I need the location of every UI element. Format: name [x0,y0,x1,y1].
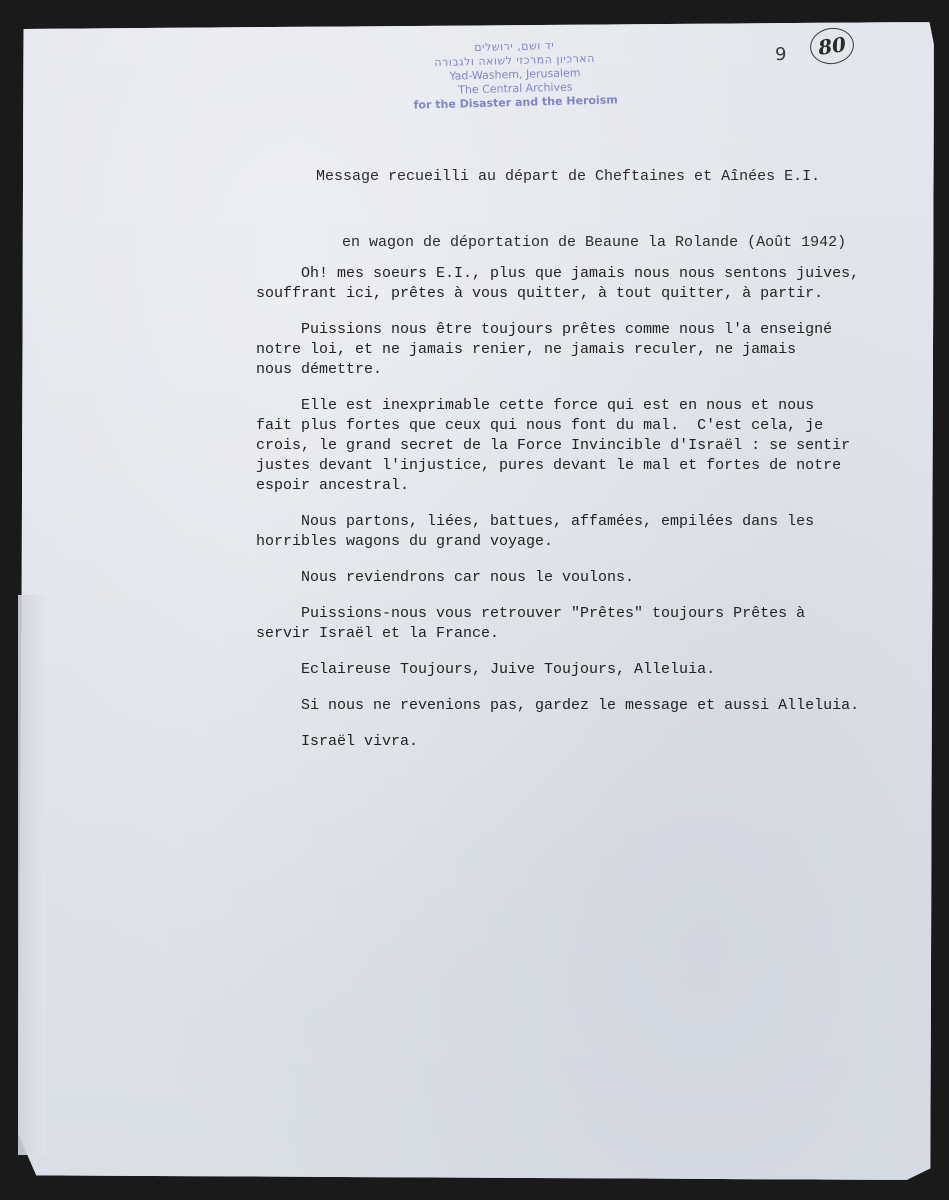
document-body [256,264,896,768]
paragraph-line: justes devant l'injustice, pures devant le mal et fortes de notre [256,457,842,474]
paragraph-line: Eclaireuse Toujours, Juive Toujours, Alleluia. [301,661,716,678]
heading-line-2: en wagon de déportation de Beaune la Rolande (Août 1942) [342,234,847,251]
stamp-line-3: Yad-Washem, Jerusalem [449,66,581,83]
paragraph [256,264,896,304]
paragraph-line: Puissions-nous vous retrouver "Prêtes" toujours Prêtes à [301,605,806,622]
paragraph-line: servir Israël et la France. [256,625,500,642]
paragraph-line: Israël vivra. [301,733,419,750]
stamp-line-4: The Central Archives [457,80,573,97]
paragraph [256,320,896,380]
paragraph-line: souffrant ici, prêtes à vous quitter, à tout quitter, à partir. [256,285,824,302]
paragraph [256,732,896,752]
paragraph [256,696,896,716]
paragraph-line: horribles wagons du grand voyage. [256,533,554,550]
paragraph-line: Nous partons, liées, battues, affamées, empilées dans les [301,513,815,530]
paragraph-line: Elle est inexprimable cette force qui est en nous et nous [301,397,815,414]
page-number: 9 [775,44,787,65]
paragraph [256,568,896,588]
paragraph [256,660,896,680]
paragraph-line: Si nous ne revenions pas, gardez le message et aussi Alleluia. [301,697,860,714]
stamp-hebrew-line-1: יד ושם, ירושלים [474,38,555,55]
paragraph [256,396,896,496]
page-number-circled: 80 [808,25,857,67]
stamp-hebrew-line-2: הארכיון המרכזי לשואה ולגבורה [434,51,596,70]
paragraph-line: crois, le grand secret de la Force Invincible d'Israël : se sentir [256,437,851,454]
heading-line-1: Message recueilli au départ de Cheftaines et Aînées E.I. [316,168,821,185]
paper-fold [18,595,46,1155]
paragraph-line: Puissions nous être toujours prêtes comme nous l'a enseigné [301,321,833,338]
paragraph [256,512,896,552]
stamp-line-5: for the Disaster and the Heroism [413,93,618,112]
archive-stamp [404,37,626,113]
paragraph-line: Nous reviendrons car nous le voulons. [301,569,635,586]
paragraph-line: Oh! mes soeurs E.I., plus que jamais nous nous sentons juives, [301,265,860,282]
paragraph-line: notre loi, et ne jamais renier, ne jamais reculer, ne jamais [256,341,797,358]
paragraph-line: nous démettre. [256,361,383,378]
paragraph [256,604,896,644]
paragraph-line: espoir ancestral. [256,477,410,494]
paragraph-line: fait plus fortes que ceux qui nous font du mal. C'est cela, je [256,417,824,434]
